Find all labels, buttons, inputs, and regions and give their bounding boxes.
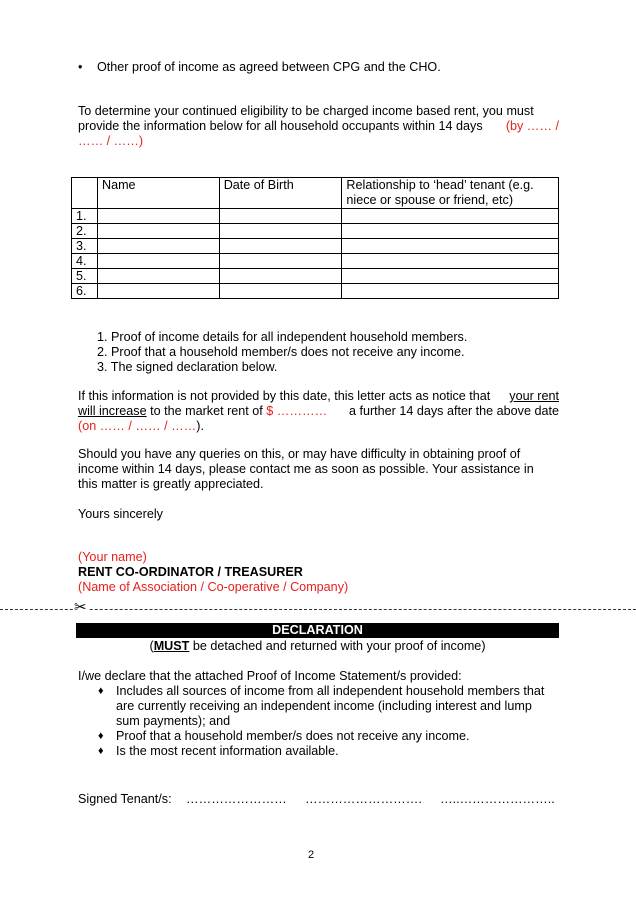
relationship-cell[interactable] [342, 209, 559, 224]
notice-text-2: to the market rent of [146, 404, 267, 418]
sender-name: (Your name) [78, 550, 147, 564]
relationship-cell[interactable] [342, 254, 559, 269]
table-row [72, 284, 559, 299]
declaration-item-1-cont: are currently receiving an independent income (including interest and lump [116, 699, 532, 713]
occupants-table [71, 177, 559, 299]
notice-line-1 [78, 389, 559, 404]
name-cell[interactable] [97, 239, 219, 254]
relationship-cell[interactable] [342, 269, 559, 284]
table-header-row [72, 178, 559, 209]
row-number: 6. [72, 284, 98, 299]
notice-line-2 [78, 404, 559, 419]
relationship-cell[interactable] [342, 224, 559, 239]
numbered-item-2: 2. Proof that a household member/s does not receive any income. [97, 345, 465, 359]
intro-line-2 [78, 119, 559, 134]
dob-cell[interactable] [219, 269, 342, 284]
diamond-bullet-icon: ♦ [98, 685, 104, 697]
row-number: 4. [72, 254, 98, 269]
queries-line-2: income within 14 days, please contact me as soon as possible. Your assistance in [78, 462, 534, 476]
bullet-dot-icon: • [78, 60, 83, 74]
notice-end: ). [196, 419, 204, 433]
table-row [72, 254, 559, 269]
dob-cell[interactable] [219, 209, 342, 224]
notice-underlined-2: will increase [78, 404, 147, 418]
scissors-icon: ✂ [74, 599, 87, 616]
subtitle-open: ( [149, 639, 154, 653]
signature-field-2[interactable]: ………………………. [305, 792, 422, 806]
cut-line [0, 609, 636, 610]
table-header-name: Name [97, 178, 219, 209]
name-cell[interactable] [97, 284, 219, 299]
row-number: 3. [72, 239, 98, 254]
relationship-cell[interactable] [342, 239, 559, 254]
signed-tenants-label: Signed Tenant/s: [78, 792, 172, 806]
declaration-title: DECLARATION [76, 623, 559, 638]
table-row [72, 209, 559, 224]
declaration-intro: I/we declare that the attached Proof of Income Statement/s provided: [78, 669, 462, 683]
row-number: 1. [72, 209, 98, 224]
dob-cell[interactable] [219, 254, 342, 269]
row-number: 2. [72, 224, 98, 239]
name-cell[interactable] [97, 224, 219, 239]
numbered-item-1: 1. Proof of income details for all independent household members. [97, 330, 468, 344]
intro-date-placeholder: (by …… / [505, 119, 559, 133]
declaration-item-1: Includes all sources of income from all independent household members that [116, 684, 545, 698]
page-number: 2 [308, 849, 315, 861]
declaration-item-3: Is the most recent information available. [116, 744, 339, 758]
table-row [72, 224, 559, 239]
table-row [72, 239, 559, 254]
top-bullet-text: Other proof of income as agreed between CPG and the CHO. [97, 60, 441, 74]
declaration-item-1-cont-2: sum payments); and [116, 714, 231, 728]
signature-field-3[interactable]: …..………………….. [440, 792, 555, 806]
table-header-cell [72, 178, 98, 209]
queries-line-3: this matter is greatly appreciated. [78, 477, 264, 491]
name-cell[interactable] [97, 254, 219, 269]
name-cell[interactable] [97, 209, 219, 224]
subtitle-rest: be detached and returned with your proof of income) [189, 639, 486, 653]
closing: Yours sincerely [78, 507, 163, 521]
sender-title: RENT CO-ORDINATOR / TREASURER [78, 565, 303, 579]
relationship-cell[interactable] [342, 284, 559, 299]
intro-date-placeholder-cont: …… / ……) [78, 134, 144, 148]
table-header-relationship: Relationship to ‘head’ tenant (e.g. niece or spouse or friend, etc) [342, 178, 559, 209]
dob-cell[interactable] [219, 284, 342, 299]
market-rent-placeholder: $ ………… [266, 404, 328, 418]
name-cell[interactable] [97, 269, 219, 284]
intro-line-2-text: provide the information below for all household occupants within 14 days [78, 119, 483, 133]
notice-date-placeholder: (on …… / …… / …… [78, 419, 197, 433]
numbered-item-3: 3. The signed declaration below. [97, 360, 278, 374]
declaration-item-2: Proof that a household member/s does not receive any income. [116, 729, 470, 743]
row-number: 5. [72, 269, 98, 284]
table-header-dob: Date of Birth [219, 178, 342, 209]
signature-field-1[interactable]: …………………… [186, 792, 287, 806]
declaration-subtitle [76, 639, 559, 654]
notice-line-3 [78, 419, 204, 434]
must-emphasis: MUST [153, 639, 190, 653]
dob-cell[interactable] [219, 224, 342, 239]
diamond-bullet-icon: ♦ [98, 745, 104, 757]
dob-cell[interactable] [219, 239, 342, 254]
notice-text-3: a further 14 days after the above date [348, 404, 559, 418]
diamond-bullet-icon: ♦ [98, 730, 104, 742]
notice-underlined: your rent [509, 389, 559, 403]
sender-organisation: (Name of Association / Co-operative / Company) [78, 580, 349, 594]
intro-line-1: To determine your continued eligibility to be charged income based rent, you must [78, 104, 534, 118]
notice-text: If this information is not provided by this date, this letter acts as notice that [78, 389, 491, 403]
queries-line-1: Should you have any queries on this, or may have difficulty in obtaining proof of [78, 447, 521, 461]
table-row [72, 269, 559, 284]
